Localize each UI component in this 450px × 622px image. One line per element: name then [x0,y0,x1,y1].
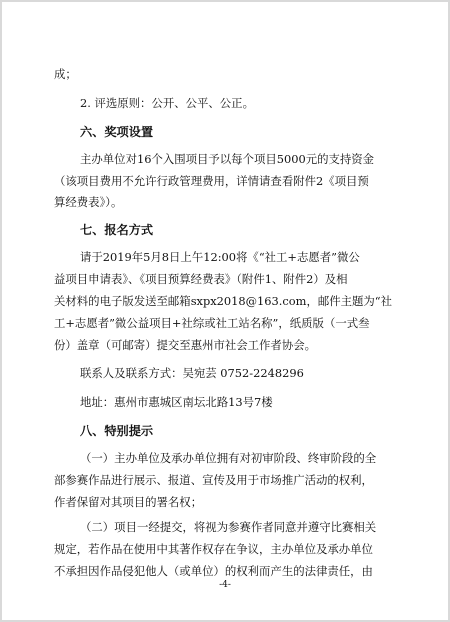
document-page [2,2,448,620]
text-line: （该项目费用不允许行政管理费用，详情请查看附件2《项目预 [54,174,369,188]
text-line: 份）盖章（可邮寄）提交至惠州市社会工作者协会。 [54,338,316,352]
text-line: 部参赛作品进行展示、报道、宣传及用于市场推广活动的权利， [54,473,373,487]
text-line: 益项目申请表》、《项目预算经费表》（附件1、附件2）及相 [54,272,348,286]
text-line: 工+志愿者”微公益项目+社综或社工站名称”，纸质版（一式叁 [54,316,370,330]
text-line: （一）主办单位及承办单位拥有对初审阶段、终审阶段的全 [80,451,377,465]
page-number: -4- [219,580,231,590]
text-line: 作者保留对其项目的署名权； [54,495,203,509]
text-line: 成； [54,67,77,81]
text-line: 请于2019年5月8日上午12:00将《“社工+志愿者”微公 [80,250,360,264]
section-heading-registration: 七、报名方式 [80,223,154,237]
text-line: 2. 评选原则：公开、公平、公正。 [80,96,254,110]
text-line: 算经费表》）。 [54,195,123,209]
section-heading-awards: 六、奖项设置 [80,125,154,139]
address-line: 地址：惠州市惠城区南坛北路13号7楼 [80,395,273,409]
section-heading-notices: 八、特别提示 [80,424,154,438]
text-line: 规定，若作品在使用中其著作权存在争议，主办单位及承办单位 [54,542,373,556]
text-line: 主办单位对16个入围项目予以每个项目5000元的支持资金 [80,152,375,166]
text-line: 关材料的电子版发送至邮箱sxpx2018@163.com，邮件主题为“社 [54,294,393,308]
text-line: 不承担因作品侵犯他人（或单位）的权利而产生的法律责任，由 [54,564,373,578]
contact-line: 联系人及联系方式：吴宛芸 0752-2248296 [80,366,304,380]
text-line: （二）项目一经提交，将视为参赛作者同意并遵守比赛相关 [80,520,377,534]
